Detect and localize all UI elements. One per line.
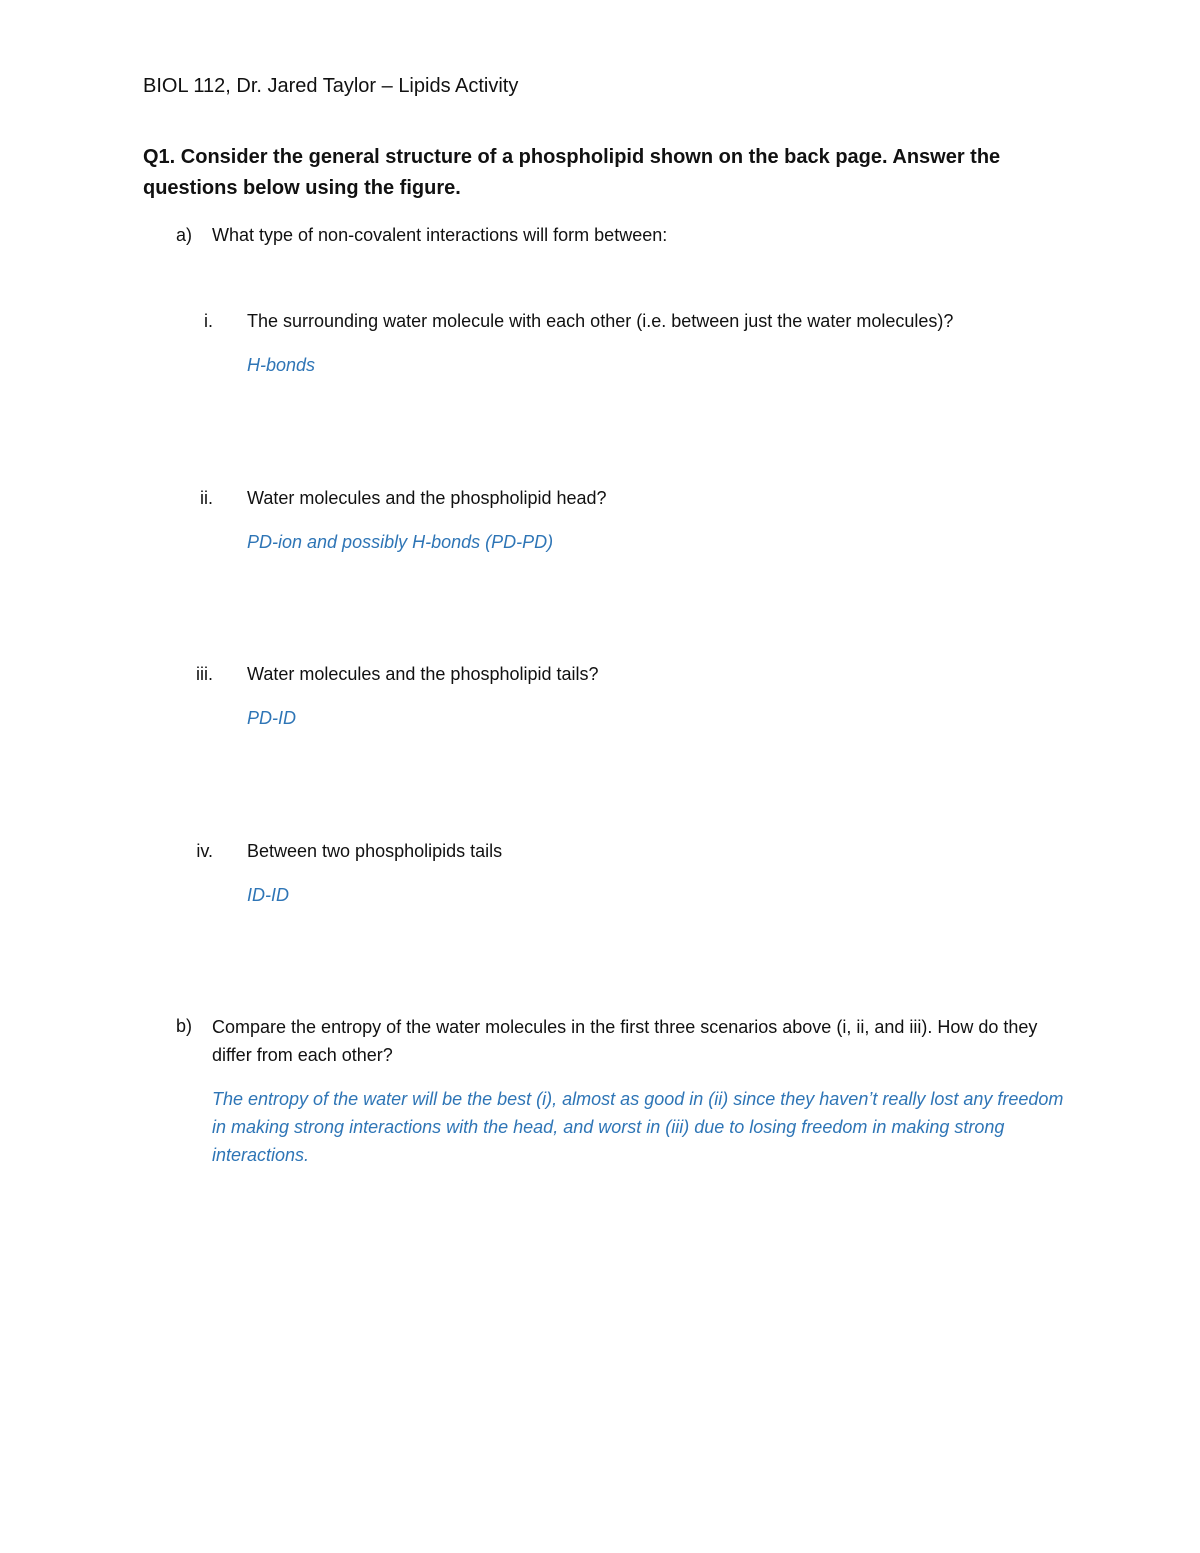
subquestion-iv-answer: ID-ID <box>247 885 289 905</box>
part-b-answer: The entropy of the water will be the best (i), almost as good in (ii) since they haven’t really lost any freedom in making strong interactions with the head, and worst in (iii) due to losing freedom in making strong interactions. <box>212 1089 1064 1165</box>
part-b-letter: b) <box>176 1016 193 1036</box>
subquestion-ii-text: Water molecules and the phospholipid head? <box>247 488 607 508</box>
subquestion-iv-numeral: iv. <box>196 841 213 861</box>
question-1-label: Q1. <box>143 146 176 168</box>
document-header: BIOL 112, Dr. Jared Taylor – Lipids Activity <box>143 75 519 97</box>
subquestion-i-text: The surrounding water molecule with each other (i.e. between just the water molecules)? <box>247 311 954 331</box>
part-a-text: What type of non-covalent interactions will form between: <box>212 225 668 245</box>
question-1 <box>143 142 1043 204</box>
subquestion-iii-numeral: iii. <box>196 664 213 684</box>
question-1-text: Consider the general structure of a phospholipid shown on the back page. Answer the questions below using the figure. <box>143 146 1001 199</box>
subquestion-i-answer: H-bonds <box>247 355 316 375</box>
subquestion-iii-text: Water molecules and the phospholipid tails? <box>247 664 599 684</box>
part-b-text: Compare the entropy of the water molecules in the first three scenarios above (i, ii, and iii). How do they differ from each other? <box>212 1017 1038 1065</box>
subquestion-ii-numeral: ii. <box>200 488 213 508</box>
subquestion-iii-answer: PD-ID <box>247 708 296 728</box>
subquestion-ii-answer: PD-ion and possibly H-bonds (PD-PD) <box>247 532 554 552</box>
subquestion-i-numeral: i. <box>204 311 213 331</box>
subquestion-iv-text: Between two phospholipids tails <box>247 841 503 861</box>
part-a-letter: a) <box>176 225 193 245</box>
